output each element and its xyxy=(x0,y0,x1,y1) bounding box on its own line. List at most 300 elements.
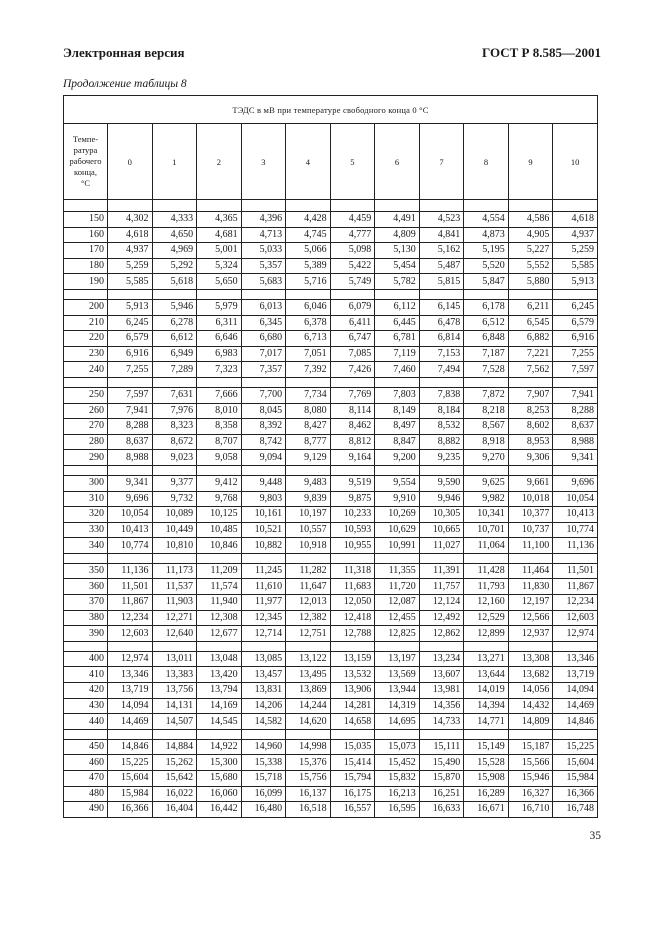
value-cell: 7,460 xyxy=(375,362,420,378)
value-cell: 16,557 xyxy=(330,802,375,818)
spacer-cell xyxy=(286,465,331,475)
value-cell: 15,111 xyxy=(419,739,464,755)
value-cell: 6,478 xyxy=(419,315,464,331)
table-row xyxy=(64,771,598,787)
value-cell: 10,593 xyxy=(330,522,375,538)
spacer-cell xyxy=(464,465,509,475)
spacer-cell xyxy=(419,465,464,475)
value-cell: 8,988 xyxy=(553,434,598,450)
value-cell: 6,345 xyxy=(241,315,286,331)
value-cell: 9,839 xyxy=(286,491,331,507)
temperature-cell: 180 xyxy=(64,258,108,274)
value-cell: 6,848 xyxy=(464,331,509,347)
value-cell: 12,013 xyxy=(286,595,331,611)
value-cell: 7,051 xyxy=(286,346,331,362)
value-cell: 16,060 xyxy=(197,786,242,802)
spacer-cell xyxy=(330,200,375,212)
table-row xyxy=(64,522,598,538)
spacer-cell xyxy=(508,465,553,475)
value-cell: 8,672 xyxy=(152,434,197,450)
value-cell: 8,184 xyxy=(419,403,464,419)
value-cell: 9,200 xyxy=(375,450,420,466)
value-cell: 9,768 xyxy=(197,491,242,507)
temperature-cell: 470 xyxy=(64,771,108,787)
column-header: 1 xyxy=(152,124,197,200)
value-cell: 13,234 xyxy=(419,651,464,667)
temperature-cell: 380 xyxy=(64,610,108,626)
spacer-cell xyxy=(286,553,331,563)
spacer-cell xyxy=(375,729,420,739)
value-cell: 5,195 xyxy=(464,243,509,259)
spacer-cell xyxy=(286,641,331,651)
value-cell: 5,357 xyxy=(241,258,286,274)
value-cell: 8,777 xyxy=(286,434,331,450)
value-cell: 14,432 xyxy=(508,698,553,714)
spacer-cell xyxy=(152,729,197,739)
spacer-cell xyxy=(197,729,242,739)
value-cell: 6,013 xyxy=(241,299,286,315)
value-cell: 4,491 xyxy=(375,212,420,228)
value-cell: 16,366 xyxy=(108,802,153,818)
value-cell: 10,882 xyxy=(241,538,286,554)
temperature-header-line: конца, xyxy=(74,167,97,177)
spacer-cell xyxy=(508,200,553,212)
value-cell: 11,173 xyxy=(152,563,197,579)
value-cell: 13,346 xyxy=(108,667,153,683)
spacer-cell xyxy=(419,200,464,212)
value-cell: 11,136 xyxy=(553,538,598,554)
value-cell: 13,346 xyxy=(553,651,598,667)
value-cell: 7,153 xyxy=(419,346,464,362)
group-spacer-row xyxy=(64,377,598,387)
value-cell: 5,880 xyxy=(508,274,553,290)
value-cell: 11,027 xyxy=(419,538,464,554)
value-cell: 10,305 xyxy=(419,507,464,523)
value-cell: 9,306 xyxy=(508,450,553,466)
value-cell: 15,035 xyxy=(330,739,375,755)
value-cell: 14,169 xyxy=(197,698,242,714)
value-cell: 8,149 xyxy=(375,403,420,419)
value-cell: 11,464 xyxy=(508,563,553,579)
spacer-cell xyxy=(197,289,242,299)
value-cell: 11,064 xyxy=(464,538,509,554)
value-cell: 5,913 xyxy=(553,274,598,290)
temperature-cell: 280 xyxy=(64,434,108,450)
spacer-cell xyxy=(553,553,598,563)
page-number: 35 xyxy=(589,830,601,842)
value-cell: 5,520 xyxy=(464,258,509,274)
spacer-cell xyxy=(108,729,153,739)
value-cell: 15,984 xyxy=(553,771,598,787)
temperature-cell: 170 xyxy=(64,243,108,259)
value-cell: 5,946 xyxy=(152,299,197,315)
value-cell: 5,033 xyxy=(241,243,286,259)
value-cell: 14,884 xyxy=(152,739,197,755)
table-body xyxy=(64,200,598,818)
value-cell: 10,737 xyxy=(508,522,553,538)
value-cell: 15,756 xyxy=(286,771,331,787)
group-spacer-row xyxy=(64,641,598,651)
value-cell: 10,629 xyxy=(375,522,420,538)
value-cell: 12,974 xyxy=(108,651,153,667)
value-cell: 10,161 xyxy=(241,507,286,523)
spacer-cell xyxy=(553,729,598,739)
value-cell: 4,937 xyxy=(553,227,598,243)
value-cell: 6,245 xyxy=(553,299,598,315)
value-cell: 11,501 xyxy=(108,579,153,595)
value-cell: 13,719 xyxy=(108,683,153,699)
spacer-cell xyxy=(108,200,153,212)
table-row xyxy=(64,419,598,435)
spacer-cell xyxy=(553,641,598,651)
value-cell: 8,918 xyxy=(464,434,509,450)
temperature-cell: 290 xyxy=(64,450,108,466)
value-cell: 5,001 xyxy=(197,243,242,259)
value-cell: 9,625 xyxy=(464,475,509,491)
value-cell: 7,221 xyxy=(508,346,553,362)
value-cell: 7,838 xyxy=(419,387,464,403)
value-cell: 12,751 xyxy=(286,626,331,642)
table-row xyxy=(64,538,598,554)
spacer-cell xyxy=(152,289,197,299)
value-cell: 12,899 xyxy=(464,626,509,642)
value-cell: 15,149 xyxy=(464,739,509,755)
value-cell: 11,209 xyxy=(197,563,242,579)
value-cell: 10,341 xyxy=(464,507,509,523)
value-cell: 4,396 xyxy=(241,212,286,228)
value-cell: 12,937 xyxy=(508,626,553,642)
spacer-cell xyxy=(241,200,286,212)
value-cell: 4,586 xyxy=(508,212,553,228)
value-cell: 12,087 xyxy=(375,595,420,611)
spacer-cell xyxy=(553,289,598,299)
value-cell: 12,640 xyxy=(152,626,197,642)
value-cell: 12,492 xyxy=(419,610,464,626)
value-cell: 7,528 xyxy=(464,362,509,378)
value-cell: 10,521 xyxy=(241,522,286,538)
value-cell: 9,590 xyxy=(419,475,464,491)
value-cell: 14,545 xyxy=(197,714,242,730)
temperature-cell: 270 xyxy=(64,419,108,435)
spacer-cell xyxy=(108,377,153,387)
spacer-cell xyxy=(330,641,375,651)
value-cell: 15,680 xyxy=(197,771,242,787)
group-spacer-row xyxy=(64,729,598,739)
spacer-cell xyxy=(508,377,553,387)
value-cell: 4,681 xyxy=(197,227,242,243)
table-row xyxy=(64,626,598,642)
value-cell: 9,875 xyxy=(330,491,375,507)
value-cell: 5,650 xyxy=(197,274,242,290)
value-cell: 6,916 xyxy=(108,346,153,362)
temperature-cell: 390 xyxy=(64,626,108,642)
value-cell: 4,333 xyxy=(152,212,197,228)
value-cell: 13,420 xyxy=(197,667,242,683)
value-cell: 9,270 xyxy=(464,450,509,466)
value-cell: 4,873 xyxy=(464,227,509,243)
value-cell: 6,311 xyxy=(197,315,242,331)
spacer-cell xyxy=(108,289,153,299)
value-cell: 13,308 xyxy=(508,651,553,667)
value-cell: 8,847 xyxy=(375,434,420,450)
value-cell: 15,225 xyxy=(108,755,153,771)
value-cell: 7,562 xyxy=(508,362,553,378)
value-cell: 7,392 xyxy=(286,362,331,378)
spacer-cell xyxy=(375,289,420,299)
value-cell: 7,119 xyxy=(375,346,420,362)
value-cell: 16,022 xyxy=(152,786,197,802)
spacer-cell xyxy=(152,200,197,212)
value-cell: 6,378 xyxy=(286,315,331,331)
table-row xyxy=(64,610,598,626)
spacer-cell xyxy=(330,553,375,563)
spacer-cell xyxy=(375,200,420,212)
spacer-cell xyxy=(241,729,286,739)
value-cell: 16,404 xyxy=(152,802,197,818)
value-cell: 6,882 xyxy=(508,331,553,347)
value-cell: 4,777 xyxy=(330,227,375,243)
value-cell: 12,455 xyxy=(375,610,420,626)
value-cell: 10,774 xyxy=(553,522,598,538)
value-cell: 14,658 xyxy=(330,714,375,730)
value-cell: 6,445 xyxy=(375,315,420,331)
table-row xyxy=(64,595,598,611)
value-cell: 7,666 xyxy=(197,387,242,403)
temperature-cell: 240 xyxy=(64,362,108,378)
value-cell: 15,225 xyxy=(553,739,598,755)
spacer-cell xyxy=(286,377,331,387)
table-row xyxy=(64,387,598,403)
value-cell: 7,323 xyxy=(197,362,242,378)
value-cell: 9,058 xyxy=(197,450,242,466)
value-cell: 8,602 xyxy=(508,419,553,435)
spacer-cell xyxy=(508,729,553,739)
temperature-cell: 450 xyxy=(64,739,108,755)
spacer-cell xyxy=(241,465,286,475)
column-header: 0 xyxy=(108,124,153,200)
value-cell: 4,809 xyxy=(375,227,420,243)
value-cell: 12,382 xyxy=(286,610,331,626)
value-cell: 16,289 xyxy=(464,786,509,802)
column-header: 9 xyxy=(508,124,553,200)
value-cell: 14,846 xyxy=(553,714,598,730)
value-cell: 7,255 xyxy=(108,362,153,378)
value-cell: 8,742 xyxy=(241,434,286,450)
table-caption: ТЭДС в мВ при температуре свободного конца 0 °С xyxy=(64,96,598,124)
temperature-cell: 430 xyxy=(64,698,108,714)
value-cell: 9,094 xyxy=(241,450,286,466)
value-cell: 5,389 xyxy=(286,258,331,274)
value-cell: 14,922 xyxy=(197,739,242,755)
value-cell: 7,941 xyxy=(108,403,153,419)
value-cell: 8,253 xyxy=(508,403,553,419)
spacer-cell xyxy=(108,641,153,651)
value-cell: 13,122 xyxy=(286,651,331,667)
column-header: 7 xyxy=(419,124,464,200)
table-row xyxy=(64,450,598,466)
value-cell: 6,145 xyxy=(419,299,464,315)
value-cell: 6,245 xyxy=(108,315,153,331)
value-cell: 13,831 xyxy=(241,683,286,699)
value-cell: 13,011 xyxy=(152,651,197,667)
value-cell: 12,124 xyxy=(419,595,464,611)
group-spacer-row xyxy=(64,465,598,475)
temperature-cell: 160 xyxy=(64,227,108,243)
value-cell: 10,955 xyxy=(330,538,375,554)
value-cell: 12,160 xyxy=(464,595,509,611)
table-row xyxy=(64,258,598,274)
value-cell: 15,566 xyxy=(508,755,553,771)
column-header: 4 xyxy=(286,124,331,200)
value-cell: 14,620 xyxy=(286,714,331,730)
value-cell: 5,487 xyxy=(419,258,464,274)
value-cell: 10,557 xyxy=(286,522,331,538)
value-cell: 10,197 xyxy=(286,507,331,523)
value-cell: 6,612 xyxy=(152,331,197,347)
value-cell: 15,984 xyxy=(108,786,153,802)
value-cell: 4,302 xyxy=(108,212,153,228)
value-cell: 11,245 xyxy=(241,563,286,579)
spacer-cell xyxy=(152,641,197,651)
spacer-cell xyxy=(286,200,331,212)
value-cell: 12,603 xyxy=(108,626,153,642)
value-cell: 14,281 xyxy=(330,698,375,714)
value-cell: 9,910 xyxy=(375,491,420,507)
value-cell: 5,585 xyxy=(553,258,598,274)
value-cell: 14,582 xyxy=(241,714,286,730)
value-cell: 16,748 xyxy=(553,802,598,818)
value-cell: 7,941 xyxy=(553,387,598,403)
value-cell: 16,518 xyxy=(286,802,331,818)
value-cell: 16,710 xyxy=(508,802,553,818)
value-cell: 10,701 xyxy=(464,522,509,538)
value-cell: 14,206 xyxy=(241,698,286,714)
value-cell: 8,637 xyxy=(553,419,598,435)
spacer-cell xyxy=(286,729,331,739)
value-cell: 6,916 xyxy=(553,331,598,347)
value-cell: 5,847 xyxy=(464,274,509,290)
spacer-cell xyxy=(64,729,108,739)
value-cell: 6,680 xyxy=(241,331,286,347)
value-cell: 13,457 xyxy=(241,667,286,683)
value-cell: 13,569 xyxy=(375,667,420,683)
value-cell: 12,271 xyxy=(152,610,197,626)
value-cell: 5,227 xyxy=(508,243,553,259)
value-cell: 7,017 xyxy=(241,346,286,362)
value-cell: 5,130 xyxy=(375,243,420,259)
value-cell: 8,532 xyxy=(419,419,464,435)
value-cell: 9,732 xyxy=(152,491,197,507)
value-cell: 7,872 xyxy=(464,387,509,403)
temperature-cell: 200 xyxy=(64,299,108,315)
value-cell: 8,358 xyxy=(197,419,242,435)
value-cell: 13,532 xyxy=(330,667,375,683)
value-cell: 7,700 xyxy=(241,387,286,403)
value-cell: 8,462 xyxy=(330,419,375,435)
value-cell: 13,495 xyxy=(286,667,331,683)
spacer-cell xyxy=(419,377,464,387)
value-cell: 10,054 xyxy=(108,507,153,523)
value-cell: 9,803 xyxy=(241,491,286,507)
value-cell: 11,428 xyxy=(464,563,509,579)
value-cell: 8,567 xyxy=(464,419,509,435)
value-cell: 16,327 xyxy=(508,786,553,802)
header-edition-label: Электронная версия xyxy=(63,45,185,60)
temperature-header-line: Темпе- xyxy=(72,134,99,144)
value-cell: 11,867 xyxy=(553,579,598,595)
value-cell: 15,376 xyxy=(286,755,331,771)
value-cell: 16,633 xyxy=(419,802,464,818)
value-cell: 10,018 xyxy=(508,491,553,507)
value-cell: 10,377 xyxy=(508,507,553,523)
value-cell: 4,554 xyxy=(464,212,509,228)
spacer-cell xyxy=(419,641,464,651)
value-cell: 4,841 xyxy=(419,227,464,243)
value-cell: 14,695 xyxy=(375,714,420,730)
temperature-cell: 410 xyxy=(64,667,108,683)
value-cell: 12,234 xyxy=(108,610,153,626)
value-cell: 14,394 xyxy=(464,698,509,714)
value-cell: 11,903 xyxy=(152,595,197,611)
table-row xyxy=(64,434,598,450)
table-row xyxy=(64,491,598,507)
value-cell: 10,413 xyxy=(553,507,598,523)
spacer-cell xyxy=(152,553,197,563)
temperature-cell: 260 xyxy=(64,403,108,419)
value-cell: 15,338 xyxy=(241,755,286,771)
value-cell: 10,449 xyxy=(152,522,197,538)
value-cell: 5,066 xyxy=(286,243,331,259)
value-cell: 15,187 xyxy=(508,739,553,755)
value-cell: 13,197 xyxy=(375,651,420,667)
temperature-header-line: рабочего xyxy=(69,156,102,166)
column-header: 8 xyxy=(464,124,509,200)
value-cell: 11,282 xyxy=(286,563,331,579)
value-cell: 14,998 xyxy=(286,739,331,755)
spacer-cell xyxy=(419,289,464,299)
value-cell: 6,211 xyxy=(508,299,553,315)
value-cell: 14,019 xyxy=(464,683,509,699)
value-cell: 9,341 xyxy=(108,475,153,491)
value-cell: 14,960 xyxy=(241,739,286,755)
temperature-cell: 480 xyxy=(64,786,108,802)
value-cell: 15,528 xyxy=(464,755,509,771)
value-cell: 12,974 xyxy=(553,626,598,642)
value-cell: 7,803 xyxy=(375,387,420,403)
value-cell: 13,719 xyxy=(553,667,598,683)
temperature-cell: 250 xyxy=(64,387,108,403)
value-cell: 9,377 xyxy=(152,475,197,491)
value-cell: 8,114 xyxy=(330,403,375,419)
value-cell: 9,341 xyxy=(553,450,598,466)
value-cell: 15,718 xyxy=(241,771,286,787)
value-cell: 12,529 xyxy=(464,610,509,626)
value-cell: 7,597 xyxy=(108,387,153,403)
value-cell: 9,129 xyxy=(286,450,331,466)
value-cell: 4,428 xyxy=(286,212,331,228)
spacer-cell xyxy=(64,553,108,563)
spacer-cell xyxy=(330,377,375,387)
table-row xyxy=(64,563,598,579)
table-row xyxy=(64,315,598,331)
spacer-cell xyxy=(375,377,420,387)
column-header: 5 xyxy=(330,124,375,200)
value-cell: 11,355 xyxy=(375,563,420,579)
value-cell: 15,490 xyxy=(419,755,464,771)
table-row xyxy=(64,698,598,714)
value-cell: 10,233 xyxy=(330,507,375,523)
table-row xyxy=(64,667,598,683)
